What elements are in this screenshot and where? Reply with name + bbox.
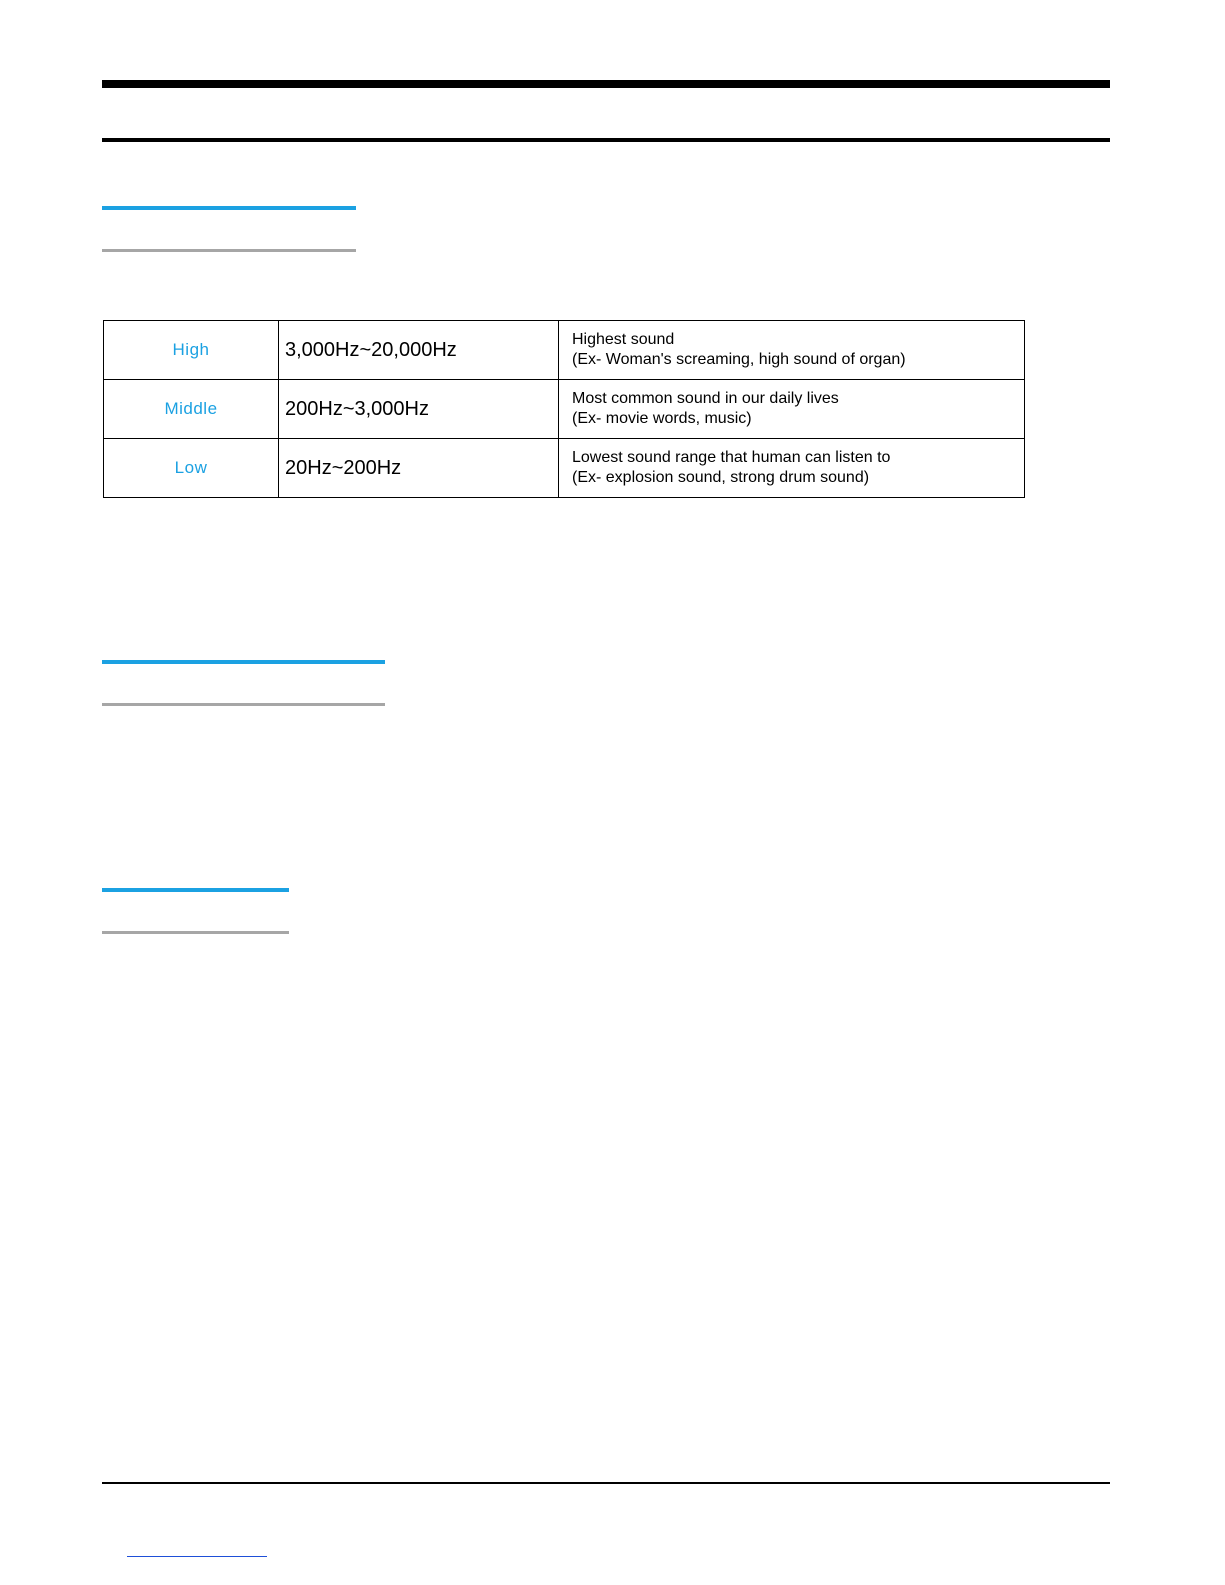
band-label: Middle <box>104 380 279 439</box>
footer-rule <box>102 1482 1110 1484</box>
band-description <box>559 321 1025 380</box>
description-example: (Ex- Woman's screaming, high sound of organ) <box>572 351 906 368</box>
band-description <box>559 380 1025 439</box>
footer-link-underline[interactable] <box>127 1556 267 1557</box>
frequency-range: 3,000Hz~20,000Hz <box>279 321 559 380</box>
frequency-range-table <box>103 320 1025 498</box>
section-2-accent-rule <box>102 660 385 664</box>
table-row <box>104 321 1025 380</box>
table-row <box>104 439 1025 498</box>
section-1-accent-rule <box>102 206 356 210</box>
section-3-accent-rule <box>102 888 289 892</box>
description-line: Lowest sound range that human can listen to <box>572 449 891 466</box>
description-example: (Ex- explosion sound, strong drum sound) <box>572 469 870 486</box>
description-example: (Ex- movie words, music) <box>572 410 752 427</box>
section-1-underline-rule <box>102 249 356 252</box>
frequency-range: 200Hz~3,000Hz <box>279 380 559 439</box>
section-2-underline-rule <box>102 703 385 706</box>
header-thin-rule <box>102 138 1110 142</box>
band-label: High <box>104 321 279 380</box>
band-description <box>559 439 1025 498</box>
frequency-range: 20Hz~200Hz <box>279 439 559 498</box>
header-thick-rule <box>102 80 1110 88</box>
table-row <box>104 380 1025 439</box>
section-3-underline-rule <box>102 931 289 934</box>
description-line: Highest sound <box>572 331 675 348</box>
band-label: Low <box>104 439 279 498</box>
description-line: Most common sound in our daily lives <box>572 390 839 407</box>
